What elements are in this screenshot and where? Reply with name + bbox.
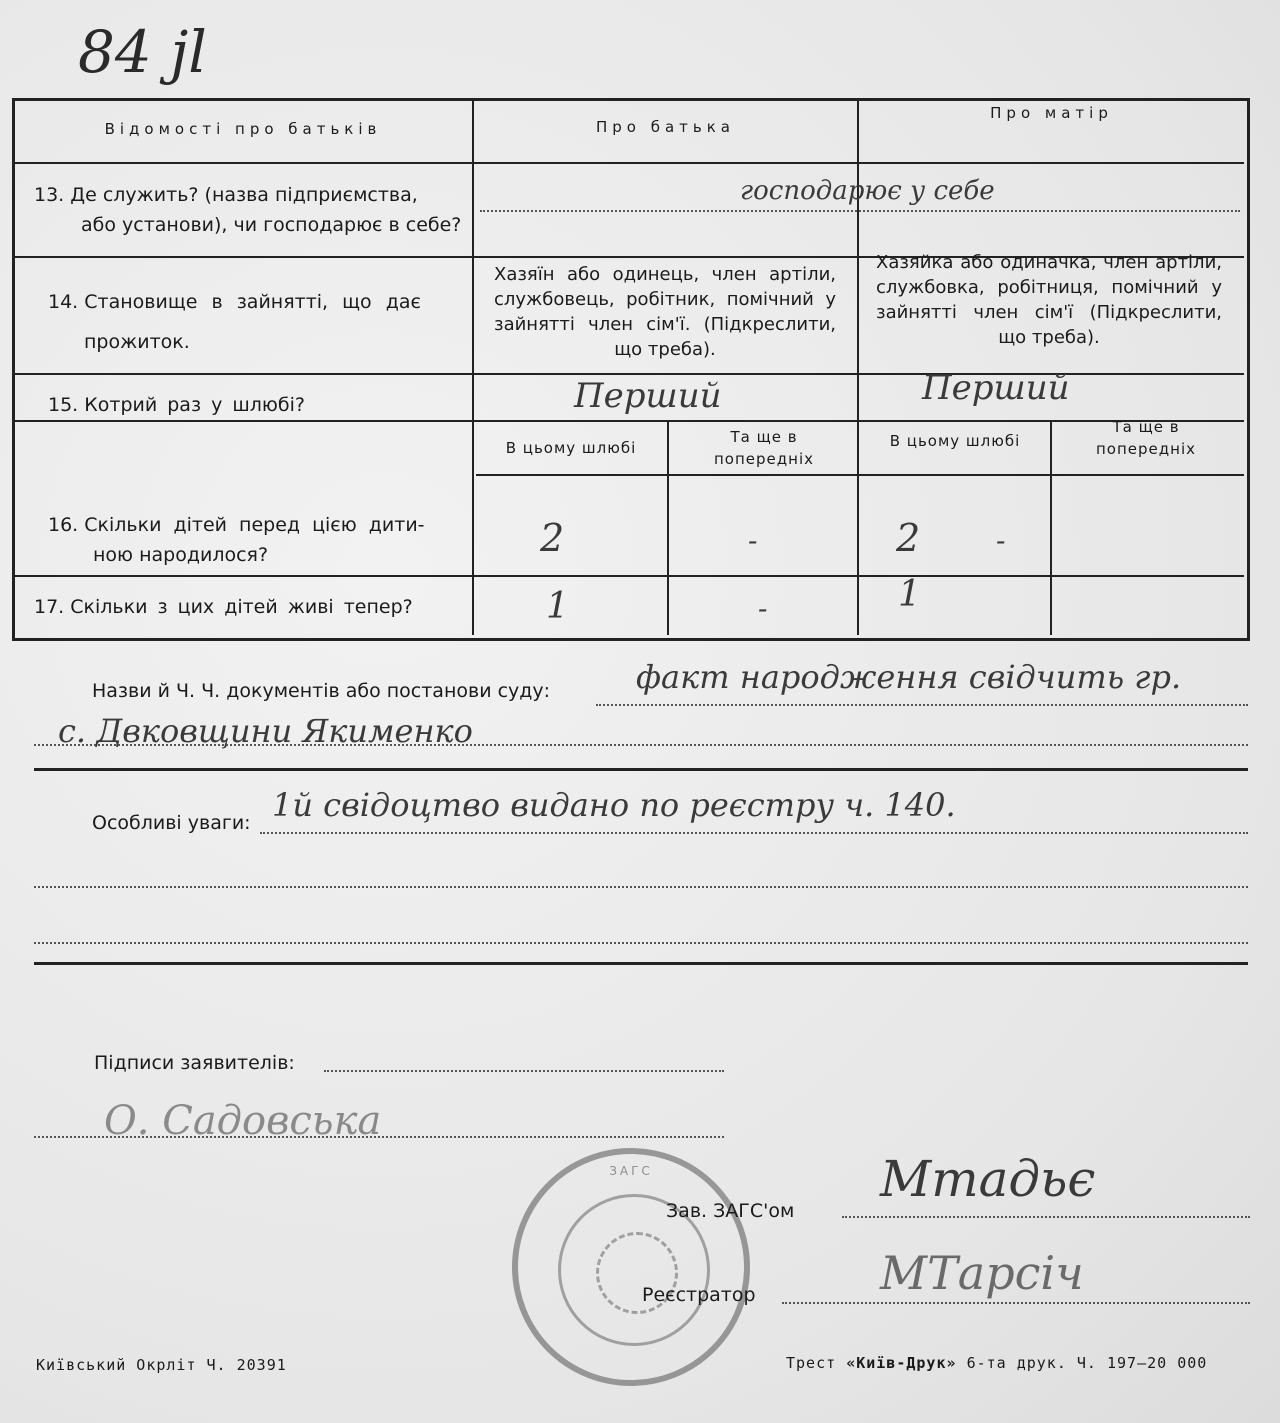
- q14-label: [48, 282, 468, 362]
- official-seal: [512, 1148, 750, 1386]
- applicant-signature: О. Садовська: [104, 1098, 382, 1144]
- header-mother: Про матір: [990, 104, 1113, 122]
- answer-line: [480, 210, 1240, 212]
- applicants-line: [34, 1136, 724, 1138]
- q15-father-answer: Перший: [574, 376, 722, 416]
- documents-label: Назви й Ч. Ч. документів або постанови суду:: [92, 680, 551, 702]
- table-rule: [14, 575, 1244, 577]
- table-rule: [476, 474, 1244, 476]
- q13-label: [34, 180, 470, 240]
- q17-father-this: 1: [546, 586, 569, 627]
- q14-mother-options: Хазяйка або одиначка, член артіли, службовка, робітниця, помічний у зайнятті член сім'ї (Підкреслити, що треба).: [876, 252, 1222, 348]
- q13-line2: або установи), чи господарює в себе?: [81, 214, 462, 236]
- registrar-label: Реєстратор: [642, 1284, 756, 1306]
- remarks-value: 1й свідоцтво видано по реєстру ч. 140.: [272, 786, 956, 824]
- q17-father-prev: -: [758, 592, 768, 625]
- q16-number: 16.: [48, 514, 79, 536]
- footer-right: [786, 1354, 1207, 1372]
- q13-number: 13.: [34, 184, 65, 206]
- documents-line: [596, 704, 1248, 706]
- mother-previous-header: Та ще в попередніх: [1096, 418, 1196, 458]
- header-parents-info: Відомості про батьків: [104, 120, 382, 138]
- section-rule: [34, 962, 1248, 965]
- footer-left: Київський Окрліт Ч. 20391: [36, 1356, 287, 1374]
- q16-line2: ною народилося?: [93, 544, 269, 566]
- head-signature: Мтадьє: [880, 1150, 1096, 1208]
- q14-line1: Становище в зайнятті, що дає: [84, 291, 421, 313]
- corner-note: 84 jl: [78, 18, 207, 86]
- head-label: Зав. ЗАГС'ом: [666, 1200, 795, 1222]
- q13-line1: Де служить? (назва підприємства,: [70, 184, 418, 206]
- q16-father-this: 2: [540, 516, 565, 560]
- table-rule: [14, 162, 1244, 164]
- table-rule: [667, 420, 669, 635]
- q14-number: 14.: [48, 291, 79, 313]
- q17-mother-this: 1: [898, 574, 921, 615]
- mother-this-marriage-header: В цьому шлюбі: [889, 432, 1021, 450]
- father-this-marriage-header: В цьому шлюбі: [505, 439, 637, 457]
- footer-right-prefix: Трест: [786, 1354, 837, 1372]
- q15-mother-answer: Перший: [922, 368, 1070, 408]
- q17-number: 17.: [34, 596, 65, 618]
- q14-father-options: Хазяїн або одинець, член артіли, службовець, робітник, помічний у зайнятті член сім'ї. (Підкреслити, що треба).: [494, 264, 836, 360]
- father-previous-header: Та ще в попередніх: [714, 428, 814, 468]
- table-rule: [472, 100, 474, 635]
- q16-label: [48, 510, 468, 570]
- q17-label: [34, 592, 470, 622]
- q17-text: Скільки з цих дітей живі тепер?: [70, 596, 413, 618]
- q13-answer: господарює у себе: [740, 176, 995, 206]
- registrar-signature: МТарсіч: [880, 1246, 1084, 1300]
- section-rule: [34, 768, 1248, 771]
- header-father: Про батька: [595, 118, 736, 136]
- q15-text: Котрий раз у шлюбі?: [84, 394, 305, 416]
- q15-number: 15.: [48, 394, 79, 416]
- registrar-line: [782, 1302, 1250, 1304]
- q16-father-prev: -: [748, 524, 758, 557]
- documents-value-line2: с. Двковщини Якименко: [58, 712, 473, 750]
- seal-text: ЗАГС: [609, 1164, 653, 1178]
- remarks-label: Особливі уваги:: [92, 812, 251, 834]
- remarks-line: [34, 886, 1248, 888]
- applicants-line: [324, 1070, 724, 1072]
- table-rule: [1050, 420, 1052, 635]
- q16-mother-this: 2: [896, 516, 921, 560]
- table-rule: [857, 256, 859, 635]
- table-rule: [14, 420, 1244, 422]
- remarks-line: [34, 942, 1248, 944]
- remarks-line: [260, 832, 1248, 834]
- applicants-label: Підписи заявителів:: [94, 1052, 295, 1074]
- footer-right-suffix: 6-та друк. Ч. 197—20 000: [966, 1354, 1208, 1372]
- q16-line1: Скільки дітей перед цією дити-: [84, 514, 425, 536]
- documents-line: [34, 744, 1248, 746]
- footer-right-brand: «Київ-Друк»: [846, 1354, 957, 1372]
- q16-mother-prev: -: [996, 524, 1006, 557]
- q15-label: [48, 390, 468, 420]
- head-line: [842, 1216, 1250, 1218]
- documents-value-line1: факт народження свідчить гр.: [636, 658, 1182, 696]
- q14-line2: прожиток.: [84, 331, 190, 353]
